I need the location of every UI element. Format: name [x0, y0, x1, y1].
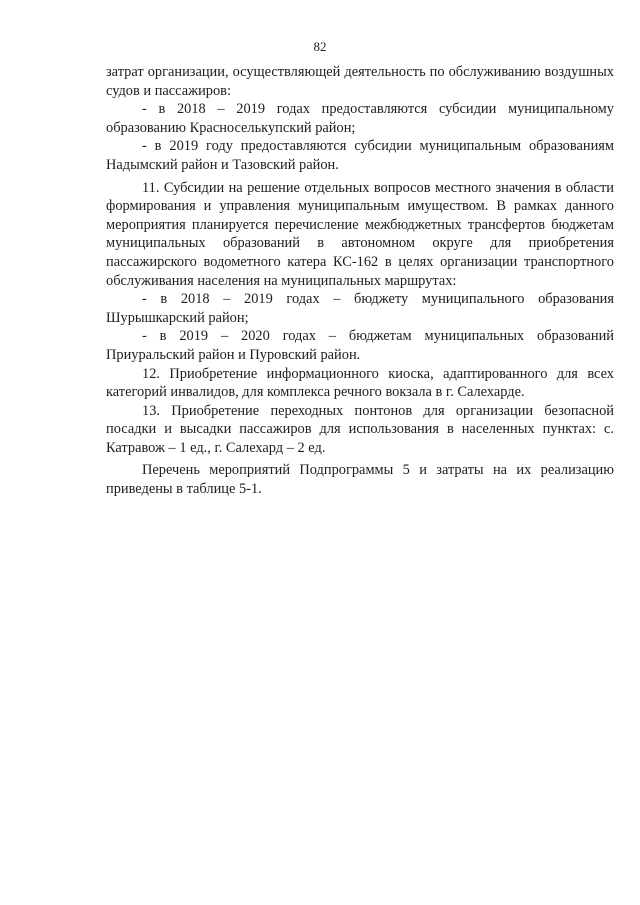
- paragraph-budget-2019-2020: - в 2019 – 2020 годах – бюджетам муниципальных образований Приуральский район и Пуровский район.: [106, 328, 614, 363]
- paragraph-subsidy-2018-2019: - в 2018 – 2019 годах предоставляются субсидии муниципальному образованию Красноселькупский район;: [106, 101, 614, 136]
- paragraph-item-13: 13. Приобретение переходных понтонов для организации безопасной посадки и высадки пассажиров для использования в населенных пунктах: с. Катравож – 1 ед., г. Салехард – 2 ед.: [106, 402, 614, 456]
- paragraph-item-12: 12. Приобретение информационного киоска, адаптированного для всех категорий инвалидов, для комплекса речного вокзала в г. Салехарде.: [106, 365, 614, 401]
- page-number: 82: [313, 39, 327, 54]
- paragraph-continuation: затрат организации, осуществляющей деятельность по обслуживанию воздушных судов и пассажиров:: [106, 64, 614, 99]
- paragraph-budget-2018-2019: - в 2018 – 2019 годах – бюджету муниципального образования Шурышкарский район;: [106, 291, 614, 326]
- paragraph-item-11: 11. Субсидии на решение отдельных вопросов местного значения в области формирования и управления муниципальным имуществом. В рамках данного мероприятия планируется перечисление межбюджетных трансфертов бюджетам муниципальных образований в автономном округе для приобретения пассажирского водометного катера КС-162 в целях организации транспортного обслуживания населения на муниципальных маршрутах:: [106, 179, 614, 289]
- paragraph-measures-list: Перечень мероприятий Подпрограммы 5 и затраты на их реализацию приведены в таблице 5-1.: [106, 462, 614, 498]
- body-text: [106, 63, 614, 499]
- paragraph-subsidy-2019: - в 2019 году предоставляются субсидии муниципальным образованиям Надымский район и Тазовский район.: [106, 138, 614, 173]
